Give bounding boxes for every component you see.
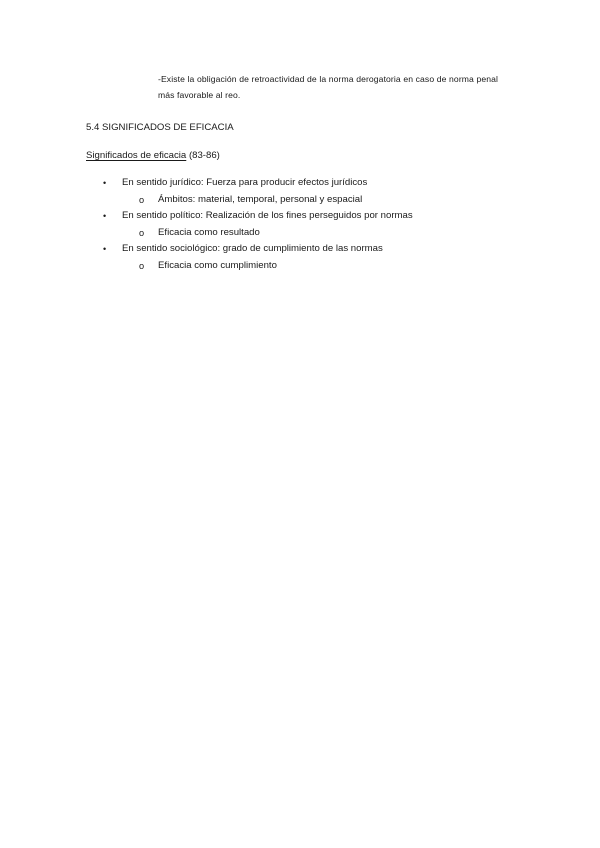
- sub-list-item: Eficacia como resultado: [158, 227, 260, 238]
- list-item: En sentido sociológico: grado de cumplimiento de las normas: [122, 243, 383, 254]
- retroactivity-note: -Existe la obligación de retroactividad de la norma derogatoria en caso de norma penal más favorable al reo.: [158, 74, 498, 100]
- section-title: 5.4 SIGNIFICADOS DE EFICACIA: [86, 122, 234, 133]
- sub-bullet-icon: o: [139, 261, 145, 271]
- list-item: En sentido político: Realización de los fines perseguidos por normas: [122, 210, 413, 221]
- bullet-icon: •: [103, 244, 107, 254]
- subheading-link[interactable]: Significados de eficacia: [86, 150, 187, 161]
- sub-bullet-icon: o: [139, 228, 145, 238]
- bullet-icon: •: [103, 178, 107, 188]
- subheading-pages: (83-86): [188, 150, 220, 161]
- sub-list-item: Eficacia como cumplimiento: [158, 260, 277, 271]
- sub-list-item: Ámbitos: material, temporal, personal y espacial: [158, 194, 363, 205]
- bullet-icon: •: [103, 211, 107, 221]
- list-item: En sentido jurídico: Fuerza para producir efectos jurídicos: [122, 177, 368, 188]
- sub-bullet-icon: o: [139, 195, 145, 205]
- subheading: [86, 149, 220, 163]
